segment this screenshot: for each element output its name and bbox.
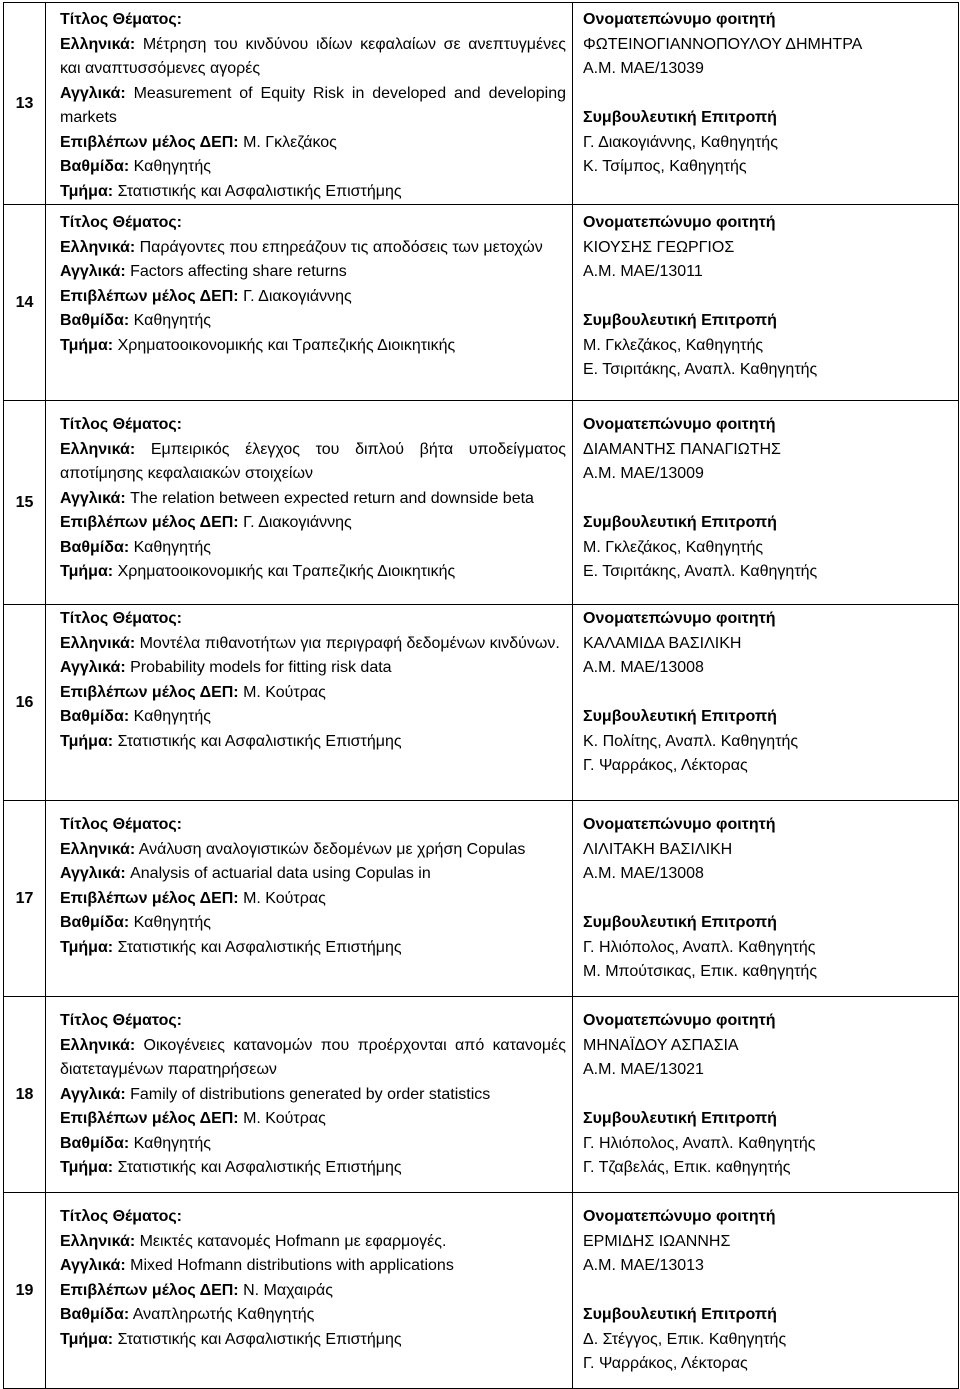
committee-member: Κ. Τσίμπος, Καθηγητής (583, 158, 747, 175)
student-cell (573, 401, 959, 605)
title-label: Τίτλος Θέματος: (60, 416, 183, 433)
english-title: Αγγλικά: Analysis of actuarial data using Copulas in (60, 865, 431, 882)
row-number: 16 (4, 605, 46, 801)
student-am: Α.Μ. ΜΑΕ/13008 (583, 865, 704, 882)
row-number: 15 (4, 401, 46, 605)
supervisor: Επιβλέπων μέλος ΔΕΠ: Ν. Μαχαιράς (60, 1281, 333, 1299)
department: Τμήμα: Στατιστικής και Ασφαλιστικής Επιστήμης (60, 732, 402, 750)
title-label: Τίτλος Θέματος: (60, 610, 183, 627)
greek-title: Ελληνικά: Μοντέλα πιθανοτήτων για περιγραφή δεδομένων κινδύνων. (60, 634, 560, 652)
committee-member: Γ. Ψαρράκος, Λέκτορας (583, 757, 748, 774)
student-name: ΜΗΝΑΪΔΟΥ ΑΣΠΑΣΙΑ (583, 1036, 739, 1054)
student-label: Ονοματεπώνυμο φοιτητή (583, 816, 776, 833)
committee-member: Δ. Στέγγος, Επικ. Καθηγητής (583, 1330, 787, 1348)
committee-label: Συμβουλευτική Επιτροπή (583, 312, 777, 329)
greek-title: Ελληνικά: Παράγοντες που επηρεάζουν τις αποδόσεις των μετοχών (60, 238, 543, 256)
student-am: Α.Μ. ΜΑΕ/13021 (583, 1061, 704, 1078)
department: Τμήμα: Χρηματοοικονομικής και Τραπεζικής Διοικητικής (60, 336, 456, 354)
student-am: Α.Μ. ΜΑΕ/13008 (583, 659, 704, 676)
department: Τμήμα: Στατιστικής και Ασφαλιστικής Επιστήμης (60, 1159, 402, 1176)
committee-member: Μ. Γκλεζάκος, Καθηγητής (583, 336, 764, 354)
student-name: ΚΑΛΑΜΙΔΑ ΒΑΣΙΛΙΚΗ (583, 634, 742, 652)
greek-title: Ελληνικά: Ανάλυση αναλογιστικών δεδομένων με χρήση Copulas (60, 840, 526, 858)
rank: Βαθμίδα: Καθηγητής (60, 312, 211, 329)
rank: Βαθμίδα: Καθηγητής (60, 158, 211, 175)
title-label: Τίτλος Θέματος: (60, 214, 183, 231)
committee-member: Γ. Τζαβελάς, Επικ. καθηγητής (583, 1159, 791, 1176)
row-number: 14 (4, 205, 46, 401)
thesis-row (4, 997, 959, 1193)
student-label: Ονοματεπώνυμο φοιτητή (583, 1208, 776, 1225)
committee-label: Συμβουλευτική Επιτροπή (583, 1110, 777, 1127)
title-label: Τίτλος Θέματος: (60, 1012, 183, 1029)
committee-member: Κ. Πολίτης, Αναπλ. Καθηγητής (583, 732, 799, 750)
student-name: ΔΙΑΜΑΝΤΗΣ ΠΑΝΑΓΙΩΤΗΣ (583, 440, 781, 458)
greek-title: Ελληνικά: Μέτρηση του κινδύνου ιδίων κεφαλαίων σε ανεπτυγμένες και αναπτυσσόμενες αγορές (60, 35, 566, 77)
title-label: Τίτλος Θέματος: (60, 816, 183, 833)
student-cell (573, 3, 959, 205)
committee-member: Μ. Γκλεζάκος, Καθηγητής (583, 538, 764, 556)
rank: Βαθμίδα: Καθηγητής (60, 1134, 211, 1152)
row-number: 17 (4, 801, 46, 997)
student-name: ΕΡΜΙΔΗΣ ΙΩΑΝΝΗΣ (583, 1232, 731, 1250)
student-name: ΚΙΟΥΣΗΣ ΓΕΩΡΓΙΟΣ (583, 238, 735, 256)
greek-title: Ελληνικά: Εμπειρικός έλεγχος του διπλού βήτα υποδείγματος αποτίμησης κεφαλαιακών στοιχείων (60, 440, 566, 482)
rank: Βαθμίδα: Αναπληρωτής Καθηγητής (60, 1306, 315, 1323)
topic-cell (46, 997, 573, 1193)
student-cell (573, 205, 959, 401)
committee-label: Συμβουλευτική Επιτροπή (583, 109, 777, 126)
student-am: Α.Μ. ΜΑΕ/13009 (583, 465, 704, 482)
committee-member: Γ. Ψαρράκος, Λέκτορας (583, 1355, 748, 1372)
thesis-row (4, 401, 959, 605)
committee-member: Μ. Μπούτσικας, Επικ. καθηγητής (583, 963, 818, 980)
committee-label: Συμβουλευτική Επιτροπή (583, 708, 777, 725)
committee-label: Συμβουλευτική Επιτροπή (583, 1306, 777, 1323)
committee-member: Γ. Ηλιόπολος, Αναπλ. Καθηγητής (583, 938, 816, 956)
english-title: Αγγλικά: The relation between expected return and downside beta (60, 489, 534, 507)
committee-member: Ε. Τσιριτάκης, Αναπλ. Καθηγητής (583, 361, 818, 378)
rank: Βαθμίδα: Καθηγητής (60, 914, 211, 931)
student-cell (573, 997, 959, 1193)
student-cell (573, 801, 959, 997)
title-label: Τίτλος Θέματος: (60, 1208, 183, 1225)
english-title: Αγγλικά: Factors affecting share returns (60, 263, 347, 280)
english-title: Αγγλικά: Family of distributions generated by order statistics (60, 1085, 491, 1103)
committee-member: Γ. Διακογιάννης, Καθηγητής (583, 133, 778, 151)
student-label: Ονοματεπώνυμο φοιτητή (583, 214, 776, 231)
row-number: 19 (4, 1193, 46, 1389)
student-am: Α.Μ. ΜΑΕ/13011 (583, 263, 703, 280)
row-number: 13 (4, 3, 46, 205)
department: Τμήμα: Χρηματοοικονομικής και Τραπεζικής Διοικητικής (60, 563, 456, 580)
rank: Βαθμίδα: Καθηγητής (60, 708, 211, 725)
title-label: Τίτλος Θέματος: (60, 11, 183, 28)
row-number: 18 (4, 997, 46, 1193)
topic-cell (46, 205, 573, 401)
supervisor: Επιβλέπων μέλος ΔΕΠ: Μ. Γκλεζάκος (60, 133, 337, 151)
supervisor: Επιβλέπων μέλος ΔΕΠ: Μ. Κούτρας (60, 889, 326, 907)
supervisor: Επιβλέπων μέλος ΔΕΠ: Μ. Κούτρας (60, 1110, 326, 1127)
topic-cell (46, 801, 573, 997)
topic-cell (46, 605, 573, 801)
student-label: Ονοματεπώνυμο φοιτητή (583, 11, 776, 28)
student-am: Α.Μ. ΜΑΕ/13039 (583, 60, 704, 77)
department: Τμήμα: Στατιστικής και Ασφαλιστικής Επιστήμης (60, 1330, 402, 1348)
supervisor: Επιβλέπων μέλος ΔΕΠ: Γ. Διακογιάννης (60, 287, 352, 305)
greek-title: Ελληνικά: Οικογένειες κατανομών που προέρχονται από κατανομές διατεταγμένων παρατηρήσεων (60, 1036, 566, 1078)
topic-cell (46, 401, 573, 605)
thesis-row (4, 205, 959, 401)
committee-label: Συμβουλευτική Επιτροπή (583, 914, 777, 931)
topic-cell (46, 1193, 573, 1389)
rank: Βαθμίδα: Καθηγητής (60, 538, 211, 556)
student-name: ΛΙΛΙΤΑΚΗ ΒΑΣΙΛΙΚΗ (583, 840, 733, 858)
thesis-row (4, 605, 959, 801)
committee-member: Ε. Τσιριτάκης, Αναπλ. Καθηγητής (583, 563, 818, 580)
english-title: Αγγλικά: Measurement of Equity Risk in developed and developing markets (60, 84, 566, 126)
student-label: Ονοματεπώνυμο φοιτητή (583, 1012, 776, 1029)
student-cell (573, 1193, 959, 1389)
supervisor: Επιβλέπων μέλος ΔΕΠ: Μ. Κούτρας (60, 683, 326, 701)
supervisor: Επιβλέπων μέλος ΔΕΠ: Γ. Διακογιάννης (60, 514, 352, 531)
english-title: Αγγλικά: Probability models for fitting risk data (60, 659, 392, 676)
theses-table (3, 2, 959, 1389)
topic-cell (46, 3, 573, 205)
department: Τμήμα: Στατιστικής και Ασφαλιστικής Επιστήμης (60, 182, 402, 200)
student-cell (573, 605, 959, 801)
department: Τμήμα: Στατιστικής και Ασφαλιστικής Επιστήμης (60, 938, 402, 956)
greek-title: Ελληνικά: Μεικτές κατανομές Hofmann με εφαρμογές. (60, 1232, 447, 1250)
student-label: Ονοματεπώνυμο φοιτητή (583, 416, 776, 433)
student-name: ΦΩΤΕΙΝΟΓΙΑΝΝΟΠΟΥΛΟΥ ΔΗΜΗΤΡΑ (583, 35, 863, 53)
student-am: Α.Μ. ΜΑΕ/13013 (583, 1257, 704, 1274)
committee-member: Γ. Ηλιόπολος, Αναπλ. Καθηγητής (583, 1134, 816, 1152)
thesis-row (4, 801, 959, 997)
student-label: Ονοματεπώνυμο φοιτητή (583, 610, 776, 627)
committee-label: Συμβουλευτική Επιτροπή (583, 514, 777, 531)
thesis-row (4, 1193, 959, 1389)
thesis-row (4, 3, 959, 205)
english-title: Αγγλικά: Mixed Hofmann distributions with applications (60, 1257, 454, 1274)
